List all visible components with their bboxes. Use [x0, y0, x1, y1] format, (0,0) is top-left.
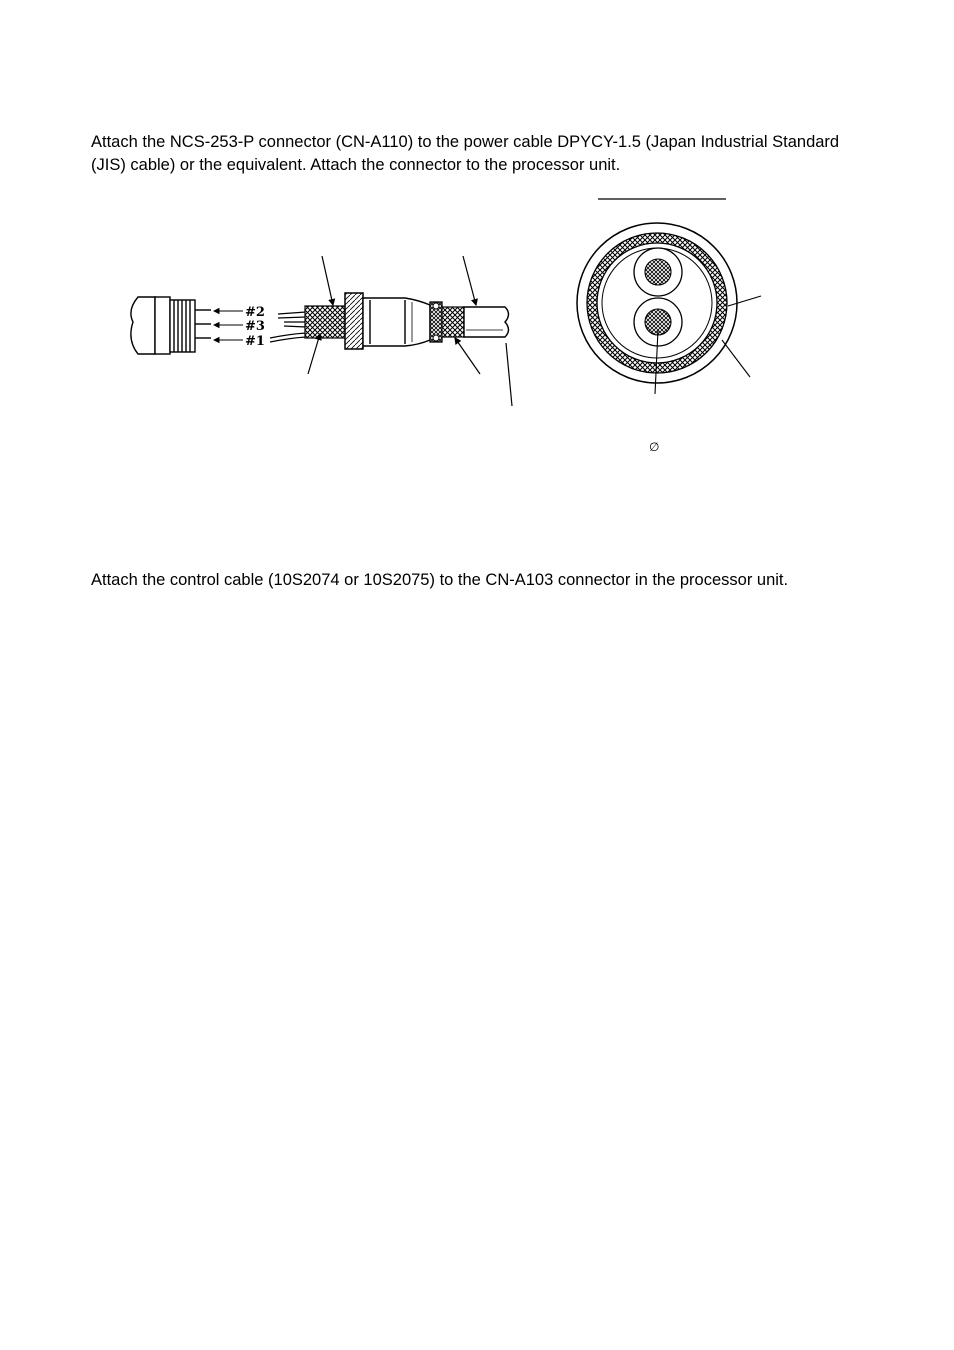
cable-cross-section-figure	[577, 199, 761, 454]
control-cable-instruction: Attach the control cable (10S2074 or 10S2075) to the CN-A103 connector in the processor unit.	[91, 571, 789, 589]
diameter-symbol: ∅	[649, 440, 660, 454]
power-cable-instruction: Attach the NCS-253-P connector (CN-A110) to the power cable DPYCY-1.5 (Japan Industrial Standard (JIS) cable) or the equivalent. Attach the connector to the processor unit.	[91, 133, 840, 174]
pin-label-2: #2	[245, 305, 265, 320]
pin-label-1: #1	[245, 334, 265, 349]
cable-sheath	[464, 307, 509, 337]
shield-braid-front	[305, 306, 345, 338]
connector-assembly-figure	[131, 256, 512, 406]
connector-body	[363, 298, 430, 346]
cable-clamp	[430, 302, 442, 342]
cable-wires	[270, 312, 306, 342]
pin-labels	[214, 305, 265, 349]
shield-braid-rear	[442, 307, 464, 337]
conductor-upper	[634, 248, 682, 296]
receptacle-connector	[131, 297, 211, 354]
coupling-nut	[345, 293, 363, 349]
pin-label-3: #3	[245, 319, 265, 334]
